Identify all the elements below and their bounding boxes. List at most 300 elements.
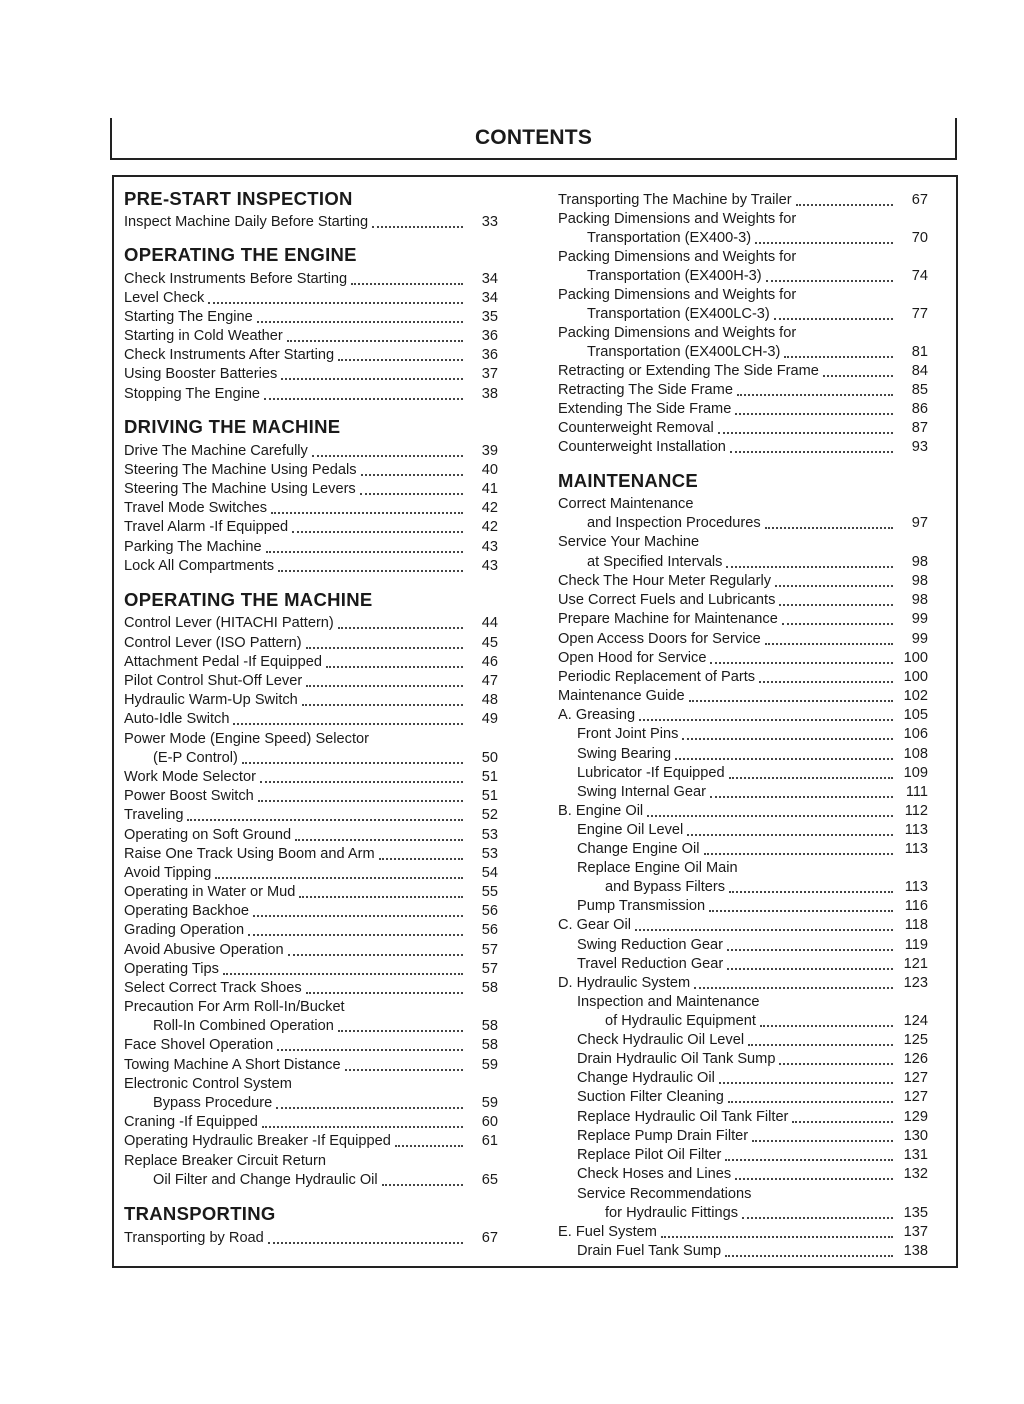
toc-entry[interactable] [558, 783, 928, 802]
toc-entry[interactable] [124, 614, 498, 633]
toc-entry-title: Change Engine Oil [577, 841, 700, 857]
dot-leader [710, 661, 893, 664]
toc-entry[interactable] [124, 1171, 498, 1190]
toc-page-number: 53 [481, 827, 498, 843]
section-heading: DRIVING THE MACHINE [124, 416, 341, 437]
toc-entry[interactable] [558, 649, 928, 668]
dot-leader [735, 412, 893, 415]
toc-page-number: 77 [911, 306, 928, 322]
toc-page-number: 127 [903, 1089, 928, 1105]
toc-page-number: 33 [481, 214, 498, 230]
toc-entry[interactable] [558, 897, 928, 916]
toc-entry-title: Prepare Machine for Maintenance [558, 611, 778, 627]
toc-page-number: 130 [903, 1128, 928, 1144]
toc-entry-title: Power Mode (Engine Speed) Selector [124, 731, 369, 747]
dot-leader [345, 1068, 463, 1071]
toc-page-number: 116 [904, 898, 928, 914]
dot-leader [704, 852, 893, 855]
toc-entry[interactable] [124, 1036, 498, 1055]
toc-entry[interactable] [558, 706, 928, 725]
toc-page-number: 113 [904, 841, 928, 857]
toc-entry-title: A. Greasing [558, 707, 636, 723]
toc-entry[interactable] [558, 1031, 928, 1050]
dot-leader [727, 967, 893, 970]
dot-leader [752, 1139, 893, 1142]
toc-entry[interactable] [558, 1012, 928, 1031]
toc-page-number: 67 [911, 192, 928, 208]
toc-entry[interactable] [558, 362, 928, 381]
toc-entry[interactable] [124, 921, 498, 940]
toc-entry-title: Using Booster Batteries [124, 366, 278, 382]
toc-entry[interactable] [124, 634, 498, 653]
dot-leader [288, 953, 463, 956]
toc-entry-title: Suction Filter Cleaning [577, 1089, 724, 1105]
toc-entry[interactable] [558, 1204, 928, 1223]
toc-page-number: 112 [904, 803, 928, 819]
toc-page-number: 55 [481, 884, 498, 900]
toc-page-number: 45 [481, 635, 498, 651]
dot-leader [299, 895, 463, 898]
toc-entry-title: Swing Internal Gear [577, 784, 706, 800]
dot-leader [215, 876, 463, 879]
toc-entry[interactable] [124, 499, 498, 518]
toc-page-number: 51 [481, 769, 498, 785]
toc-entry[interactable] [558, 610, 928, 629]
dot-leader [718, 431, 893, 434]
toc-entry-title: Towing Machine A Short Distance [124, 1057, 341, 1073]
dot-leader [233, 722, 463, 725]
toc-page-number: 119 [904, 937, 928, 953]
toc-entry-title: Drive The Machine Carefully [124, 443, 308, 459]
toc-entry[interactable] [124, 691, 498, 710]
dot-leader [382, 1183, 463, 1186]
toc-entry[interactable] [558, 1088, 928, 1107]
toc-page-number: 124 [903, 1013, 928, 1029]
toc-page-number: 113 [904, 879, 928, 895]
toc-entry[interactable] [124, 710, 498, 729]
toc-page-number: 100 [903, 650, 928, 666]
toc-entry[interactable] [124, 672, 498, 691]
toc-page-number: 38 [481, 386, 498, 402]
toc-entry[interactable] [124, 960, 498, 979]
toc-entry[interactable] [124, 518, 498, 537]
toc-entry[interactable] [124, 270, 498, 289]
toc-entry-title: Counterweight Removal [558, 420, 714, 436]
toc-entry-title: E. Fuel System [558, 1224, 657, 1240]
dot-leader [737, 393, 893, 396]
toc-entry-line [558, 286, 928, 305]
toc-entry-title: Select Correct Track Shoes [124, 980, 302, 996]
dot-leader [360, 492, 463, 495]
toc-entry-title: Attachment Pedal -If Equipped [124, 654, 322, 670]
toc-page-number: 37 [481, 366, 498, 382]
dot-leader [694, 986, 893, 989]
dot-leader [687, 833, 893, 836]
dot-leader [765, 526, 893, 529]
toc-entry[interactable] [558, 514, 928, 533]
toc-page-number: 108 [903, 746, 928, 762]
toc-entry-title: Travel Reduction Gear [577, 956, 724, 972]
toc-page-number: 44 [481, 615, 498, 631]
toc-entry[interactable] [124, 346, 498, 365]
toc-entry[interactable] [558, 936, 928, 955]
toc-page-number: 98 [911, 573, 928, 589]
dot-leader [338, 358, 463, 361]
toc-entry-title: Drain Hydraulic Oil Tank Sump [577, 1051, 776, 1067]
toc-entry-title: Correct Maintenance [558, 496, 694, 512]
toc-page-number: 123 [903, 975, 928, 991]
toc-entry-title: Replace Pilot Oil Filter [577, 1147, 722, 1163]
toc-entry[interactable] [124, 902, 498, 921]
dot-leader [709, 909, 893, 912]
dot-leader [271, 511, 463, 514]
dot-leader [351, 282, 463, 285]
dot-leader [765, 642, 893, 645]
dot-leader [292, 530, 463, 533]
toc-page-number: 106 [903, 726, 928, 742]
toc-entry-title: and Bypass Filters [605, 879, 726, 895]
dot-leader [774, 317, 893, 320]
toc-entry-title: Steering The Machine Using Pedals [124, 462, 357, 478]
toc-page-number: 50 [481, 750, 498, 766]
toc-entry-title: Starting in Cold Weather [124, 328, 283, 344]
toc-entry-title: Electronic Control System [124, 1076, 292, 1092]
toc-entry-title: Traveling [124, 807, 184, 823]
dot-leader [635, 928, 893, 931]
toc-entry[interactable] [124, 1229, 498, 1248]
toc-page-number: 109 [903, 765, 928, 781]
dot-leader [306, 646, 463, 649]
toc-entry[interactable] [124, 480, 498, 499]
toc-entry[interactable] [558, 687, 928, 706]
dot-leader [248, 933, 463, 936]
dot-leader [727, 948, 893, 951]
dot-leader [766, 279, 893, 282]
toc-entry[interactable] [124, 1056, 498, 1075]
toc-entry-title: Pump Transmission [577, 898, 706, 914]
toc-entry-title: Grading Operation [124, 922, 245, 938]
toc-entry-title: Replace Engine Oil Main [577, 860, 738, 876]
toc-entry-title: Lubricator -If Equipped [577, 765, 725, 781]
dot-leader [379, 857, 463, 860]
section-heading: OPERATING THE MACHINE [124, 589, 373, 610]
dot-leader [266, 550, 463, 553]
toc-entry[interactable] [558, 1146, 928, 1165]
toc-entry[interactable] [558, 802, 928, 821]
section-heading: TRANSPORTING [124, 1203, 276, 1224]
section-heading: PRE-START INSPECTION [124, 188, 353, 209]
toc-entry-title: Extending The Side Frame [558, 401, 732, 417]
toc-entry[interactable] [558, 1242, 928, 1261]
toc-page-number: 59 [481, 1057, 498, 1073]
toc-entry[interactable] [124, 213, 498, 232]
toc-entry-title: Transporting The Machine by Trailer [558, 192, 792, 208]
toc-entry-title: Swing Reduction Gear [577, 937, 724, 953]
toc-entry[interactable] [124, 941, 498, 960]
toc-entry-title: Service Recommendations [577, 1186, 752, 1202]
toc-page-number: 87 [911, 420, 928, 436]
toc-page-number: 36 [481, 328, 498, 344]
toc-entry-title: Retracting The Side Frame [558, 382, 733, 398]
dot-leader [326, 665, 463, 668]
toc-entry-line [558, 210, 928, 229]
toc-page-number: 43 [481, 539, 498, 555]
toc-entry-title: Stopping The Engine [124, 386, 261, 402]
dot-leader [661, 1235, 893, 1238]
toc-entry[interactable] [124, 864, 498, 883]
toc-page-number: 61 [481, 1133, 498, 1149]
dot-leader [735, 1177, 893, 1180]
toc-entry[interactable] [124, 1132, 498, 1151]
toc-entry[interactable] [558, 878, 928, 897]
toc-page-number: 105 [903, 707, 928, 723]
toc-page-number: 137 [903, 1224, 928, 1240]
dot-leader [782, 622, 893, 625]
toc-page-number: 138 [903, 1243, 928, 1259]
toc-entry[interactable] [558, 916, 928, 935]
toc-entry[interactable] [558, 305, 928, 324]
toc-entry[interactable] [124, 327, 498, 346]
toc-entry[interactable] [558, 840, 928, 859]
toc-entry-title: Work Mode Selector [124, 769, 256, 785]
dot-leader [306, 684, 463, 687]
toc-entry-title: Front Joint Pins [577, 726, 679, 742]
toc-entry[interactable] [558, 725, 928, 744]
toc-entry-title: Face Shovel Operation [124, 1037, 274, 1053]
toc-entry-title: Retracting or Extending The Side Frame [558, 363, 819, 379]
dot-leader [295, 838, 463, 841]
toc-page-number: 70 [911, 230, 928, 246]
toc-page-number: 47 [481, 673, 498, 689]
toc-page-number: 41 [481, 481, 498, 497]
section-heading: OPERATING THE ENGINE [124, 244, 357, 265]
dot-leader [759, 680, 893, 683]
toc-entry[interactable] [558, 419, 928, 438]
dot-leader [647, 814, 893, 817]
toc-entry-line [124, 998, 498, 1017]
toc-page-number: 100 [903, 669, 928, 685]
toc-entry-title: Packing Dimensions and Weights for [558, 325, 797, 341]
toc-entry[interactable] [124, 979, 498, 998]
toc-entry-title: Transportation (EX400LCH-3) [587, 344, 781, 360]
dot-leader [748, 1043, 893, 1046]
toc-page-number: 40 [481, 462, 498, 478]
dot-leader [208, 301, 463, 304]
toc-page-number: 121 [903, 956, 928, 972]
toc-entry-line [558, 859, 928, 878]
toc-entry[interactable] [558, 553, 928, 572]
dot-leader [268, 1241, 463, 1244]
toc-entry-title: Use Correct Fuels and Lubricants [558, 592, 776, 608]
toc-entry[interactable] [558, 591, 928, 610]
toc-entry[interactable] [124, 557, 498, 576]
toc-entry-title: Counterweight Installation [558, 439, 726, 455]
toc-page-number: 65 [481, 1172, 498, 1188]
toc-entry[interactable] [558, 668, 928, 687]
toc-page-number: 111 [905, 784, 928, 800]
toc-entry[interactable] [558, 191, 928, 210]
dot-leader [223, 972, 463, 975]
dot-leader [287, 339, 463, 342]
toc-entry[interactable] [558, 229, 928, 248]
toc-page-number: 49 [481, 711, 498, 727]
dot-leader [689, 699, 893, 702]
toc-entry[interactable] [558, 1108, 928, 1127]
toc-entry-title: Oil Filter and Change Hydraulic Oil [153, 1172, 378, 1188]
toc-page-number: 59 [481, 1095, 498, 1111]
toc-page-number: 42 [481, 519, 498, 535]
toc-entry[interactable] [124, 845, 498, 864]
toc-entry-title: Drain Fuel Tank Sump [577, 1243, 722, 1259]
toc-entry-title: Engine Oil Level [577, 822, 684, 838]
toc-entry-title: Avoid Abusive Operation [124, 942, 284, 958]
toc-page-number: 39 [481, 443, 498, 459]
toc-page-number: 34 [481, 271, 498, 287]
toc-page-number: 36 [481, 347, 498, 363]
toc-entry[interactable] [558, 343, 928, 362]
dot-leader [725, 1158, 893, 1161]
toc-entry[interactable] [558, 821, 928, 840]
toc-entry-title: Lock All Compartments [124, 558, 275, 574]
toc-entry-title: Packing Dimensions and Weights for [558, 249, 797, 265]
toc-entry[interactable] [558, 381, 928, 400]
toc-entry[interactable] [558, 1069, 928, 1088]
toc-page-number: 58 [481, 980, 498, 996]
toc-page-number: 56 [481, 903, 498, 919]
toc-entry[interactable] [558, 1127, 928, 1146]
dot-leader [729, 890, 893, 893]
toc-page-number: 86 [911, 401, 928, 417]
toc-page-number: 56 [481, 922, 498, 938]
page-title: CONTENTS [474, 126, 593, 149]
toc-entry[interactable] [558, 955, 928, 974]
toc-entry[interactable] [124, 461, 498, 480]
toc-page-number: 135 [903, 1205, 928, 1221]
toc-page-number: 74 [911, 268, 928, 284]
dot-leader [784, 355, 893, 358]
dot-leader [719, 1081, 893, 1084]
toc-entry-title: Precaution For Arm Roll-In/Bucket [124, 999, 345, 1015]
toc-entry[interactable] [558, 1050, 928, 1069]
toc-entry-title: Check The Hour Meter Regularly [558, 573, 772, 589]
dot-leader [796, 203, 893, 206]
dot-leader [729, 776, 893, 779]
dot-leader [276, 1106, 463, 1109]
toc-entry[interactable] [558, 400, 928, 419]
toc-entry[interactable] [124, 806, 498, 825]
dot-leader [264, 397, 463, 400]
dot-leader [258, 799, 463, 802]
toc-page-number: 84 [911, 363, 928, 379]
toc-entry[interactable] [558, 745, 928, 764]
toc-entry-title: Transportation (EX400-3) [587, 230, 752, 246]
toc-entry-title: Packing Dimensions and Weights for [558, 211, 797, 227]
toc-entry-title: Auto-Idle Switch [124, 711, 230, 727]
toc-entry-title: (E-P Control) [153, 750, 238, 766]
toc-entry-line [558, 533, 928, 552]
toc-entry[interactable] [124, 289, 498, 308]
toc-entry-title: Change Hydraulic Oil [577, 1070, 715, 1086]
toc-entry[interactable] [124, 768, 498, 787]
toc-entry[interactable] [558, 267, 928, 286]
toc-entry[interactable] [124, 442, 498, 461]
toc-entry[interactable] [124, 385, 498, 404]
dot-leader [792, 1120, 893, 1123]
toc-entry[interactable] [124, 1113, 498, 1132]
toc-page-number: 127 [903, 1070, 928, 1086]
toc-entry-title: Replace Breaker Circuit Return [124, 1153, 326, 1169]
toc-entry-line [124, 730, 498, 749]
toc-entry[interactable] [558, 1223, 928, 1242]
toc-entry[interactable] [558, 630, 928, 649]
toc-entry[interactable] [124, 365, 498, 384]
dot-leader [779, 1062, 893, 1065]
toc-page-number: 43 [481, 558, 498, 574]
toc-entry-title: Service Your Machine [558, 534, 700, 550]
toc-entry-title: Parking The Machine [124, 539, 262, 555]
toc-entry[interactable] [124, 1094, 498, 1113]
toc-page-number: 98 [911, 554, 928, 570]
toc-entry-title: Periodic Replacement of Parts [558, 669, 756, 685]
dot-leader [639, 718, 893, 721]
toc-entry-title: Steering The Machine Using Levers [124, 481, 356, 497]
toc-entry-line [124, 1152, 498, 1171]
toc-entry[interactable] [124, 653, 498, 672]
toc-entry[interactable] [558, 438, 928, 457]
toc-entry-title: Bypass Procedure [153, 1095, 273, 1111]
toc-entry[interactable] [124, 826, 498, 845]
toc-entry-title: Control Lever (ISO Pattern) [124, 635, 302, 651]
toc-entry-title: Operating Backhoe [124, 903, 249, 919]
dot-leader [760, 1024, 893, 1027]
toc-page-number: 46 [481, 654, 498, 670]
toc-entry-title: B. Engine Oil [558, 803, 644, 819]
toc-page-number: 54 [481, 865, 498, 881]
toc-entry[interactable] [558, 764, 928, 783]
toc-entry-title: Travel Mode Switches [124, 500, 268, 516]
toc-entry[interactable] [124, 787, 498, 806]
toc-page-number: 125 [903, 1032, 928, 1048]
toc-entry-title: Replace Hydraulic Oil Tank Filter [577, 1109, 789, 1125]
toc-entry-title: Starting The Engine [124, 309, 253, 325]
toc-entry[interactable] [558, 572, 928, 591]
toc-page-number: 52 [481, 807, 498, 823]
toc-entry-title: Power Boost Switch [124, 788, 254, 804]
toc-entry-line [558, 248, 928, 267]
toc-entry[interactable] [558, 974, 928, 993]
toc-page-number: 34 [481, 290, 498, 306]
dot-leader [278, 569, 463, 572]
dot-leader [302, 703, 463, 706]
toc-entry-title: Craning -If Equipped [124, 1114, 258, 1130]
dot-leader [725, 1254, 893, 1257]
dot-leader [262, 1125, 463, 1128]
section-heading: MAINTENANCE [558, 470, 698, 491]
toc-page-number: 57 [481, 942, 498, 958]
toc-entry[interactable] [124, 883, 498, 902]
toc-page-number: 99 [911, 611, 928, 627]
toc-entry[interactable] [124, 749, 498, 768]
dot-leader [281, 377, 463, 380]
toc-entry[interactable] [558, 1165, 928, 1184]
toc-entry[interactable] [124, 538, 498, 557]
toc-entry[interactable] [124, 308, 498, 327]
dot-leader [710, 795, 893, 798]
toc-entry[interactable] [124, 1017, 498, 1036]
toc-entry-title: Roll-In Combined Operation [153, 1018, 334, 1034]
toc-page-number: 67 [481, 1230, 498, 1246]
dot-leader [682, 737, 893, 740]
